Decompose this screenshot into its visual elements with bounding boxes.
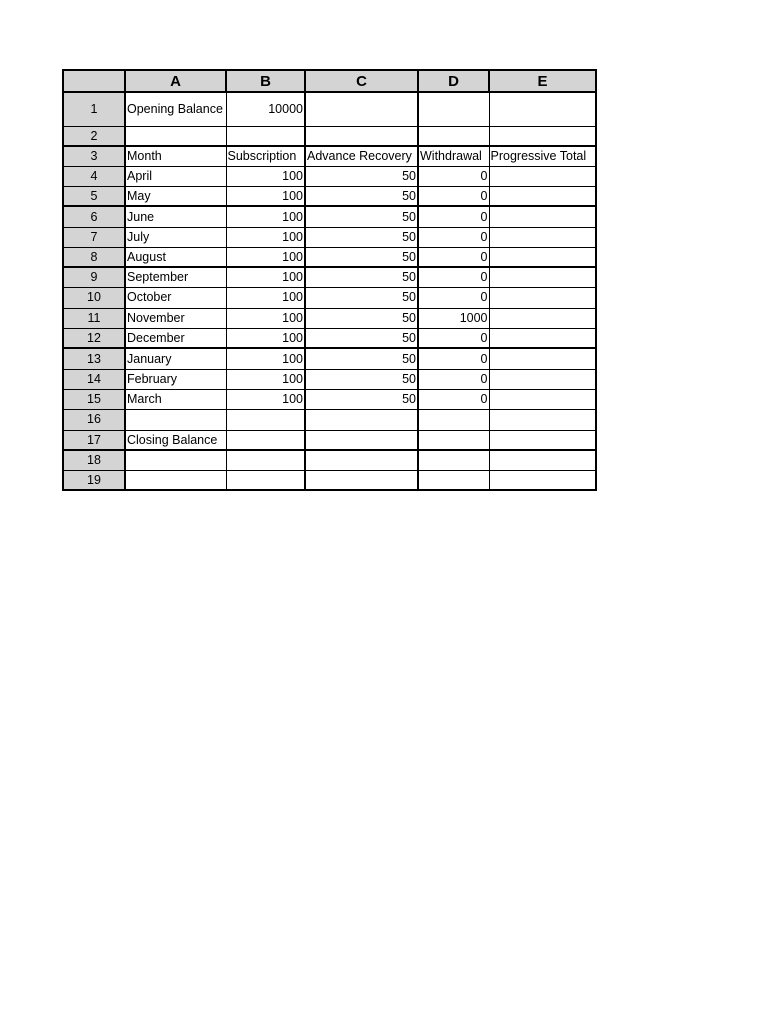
cell-b[interactable]: 100 — [226, 206, 305, 227]
cell-a[interactable]: October — [125, 287, 226, 308]
cell-c[interactable] — [305, 409, 418, 430]
table-row — [63, 409, 596, 430]
cell-c[interactable]: 50 — [305, 186, 418, 206]
cell-b[interactable]: 100 — [226, 267, 305, 287]
table-row — [63, 308, 596, 328]
cell-d[interactable]: Withdrawal — [418, 146, 489, 166]
cell-d[interactable] — [418, 92, 489, 126]
cell-a[interactable]: March — [125, 389, 226, 409]
row-header[interactable]: 11 — [63, 308, 125, 328]
cell-b[interactable] — [226, 126, 305, 146]
column-header-c[interactable]: C — [305, 70, 418, 92]
cell-b[interactable]: 100 — [226, 186, 305, 206]
cell-b[interactable]: 100 — [226, 328, 305, 348]
column-header-b[interactable]: B — [226, 70, 305, 92]
cell-c[interactable]: 50 — [305, 287, 418, 308]
cell-c[interactable]: 50 — [305, 267, 418, 287]
table-row — [63, 206, 596, 227]
cell-b[interactable] — [226, 470, 305, 490]
cell-e[interactable] — [489, 470, 596, 490]
cell-a[interactable] — [125, 470, 226, 490]
cell-c[interactable]: 50 — [305, 206, 418, 227]
cell-c[interactable] — [305, 430, 418, 450]
cell-e[interactable] — [489, 287, 596, 308]
cell-e[interactable] — [489, 450, 596, 470]
cell-b[interactable]: 100 — [226, 308, 305, 328]
row-header[interactable]: 14 — [63, 369, 125, 389]
row-header[interactable]: 6 — [63, 206, 125, 227]
cell-d[interactable] — [418, 430, 489, 450]
table-row — [63, 369, 596, 389]
cell-e[interactable] — [489, 328, 596, 348]
row-header[interactable]: 17 — [63, 430, 125, 450]
cell-e[interactable] — [489, 227, 596, 247]
cell-e[interactable] — [489, 267, 596, 287]
cell-e[interactable] — [489, 369, 596, 389]
cell-c[interactable]: Advance Recovery — [305, 146, 418, 166]
cell-d[interactable]: 0 — [418, 267, 489, 287]
cell-b[interactable]: 10000 — [226, 92, 305, 126]
cell-b[interactable] — [226, 430, 305, 450]
cell-a[interactable]: December — [125, 328, 226, 348]
cell-d[interactable]: 0 — [418, 389, 489, 409]
row-header[interactable]: 8 — [63, 247, 125, 267]
cell-e[interactable] — [489, 166, 596, 186]
cell-a[interactable]: April — [125, 166, 226, 186]
cell-c[interactable] — [305, 92, 418, 126]
cell-b[interactable] — [226, 409, 305, 430]
cell-d[interactable]: 0 — [418, 369, 489, 389]
cell-b[interactable]: 100 — [226, 227, 305, 247]
cell-a[interactable]: January — [125, 348, 226, 369]
cell-c[interactable]: 50 — [305, 369, 418, 389]
cell-d[interactable]: 0 — [418, 186, 489, 206]
column-header-row — [63, 70, 596, 92]
cell-a[interactable] — [125, 450, 226, 470]
cell-d[interactable]: 0 — [418, 206, 489, 227]
cell-e[interactable] — [489, 308, 596, 328]
cell-c[interactable]: 50 — [305, 348, 418, 369]
table-row — [63, 348, 596, 369]
table-row — [63, 430, 596, 450]
cell-d[interactable] — [418, 126, 489, 146]
cell-d[interactable]: 0 — [418, 328, 489, 348]
cell-a[interactable]: Month — [125, 146, 226, 166]
row-header[interactable]: 7 — [63, 227, 125, 247]
cell-b[interactable]: 100 — [226, 389, 305, 409]
cell-c[interactable]: 50 — [305, 389, 418, 409]
table-row — [63, 450, 596, 470]
cell-b[interactable]: 100 — [226, 247, 305, 267]
cell-d[interactable]: 0 — [418, 348, 489, 369]
cell-e[interactable] — [489, 430, 596, 450]
cell-c[interactable] — [305, 450, 418, 470]
table-row — [63, 470, 596, 490]
cell-b[interactable]: 100 — [226, 166, 305, 186]
cell-e[interactable] — [489, 206, 596, 227]
row-header[interactable]: 16 — [63, 409, 125, 430]
column-header-a[interactable]: A — [125, 70, 226, 92]
cell-a[interactable]: May — [125, 186, 226, 206]
table-row — [63, 126, 596, 146]
row-header[interactable]: 1 — [63, 92, 125, 126]
row-header[interactable]: 15 — [63, 389, 125, 409]
cell-d[interactable]: 0 — [418, 227, 489, 247]
row-header[interactable]: 2 — [63, 126, 125, 146]
cell-d[interactable]: 0 — [418, 247, 489, 267]
cell-d[interactable]: 1000 — [418, 308, 489, 328]
cell-c[interactable]: 50 — [305, 227, 418, 247]
cell-e[interactable] — [489, 389, 596, 409]
cell-c[interactable] — [305, 470, 418, 490]
cell-d[interactable] — [418, 409, 489, 430]
cell-e[interactable] — [489, 126, 596, 146]
cell-c[interactable]: 50 — [305, 247, 418, 267]
table-row — [63, 166, 596, 186]
table-row — [63, 227, 596, 247]
cell-d[interactable]: 0 — [418, 287, 489, 308]
spreadsheet-grid — [62, 69, 597, 491]
row-header[interactable]: 18 — [63, 450, 125, 470]
cell-d[interactable] — [418, 450, 489, 470]
cell-e[interactable] — [489, 92, 596, 126]
cell-a[interactable] — [125, 409, 226, 430]
row-header[interactable]: 19 — [63, 470, 125, 490]
cell-a[interactable]: July — [125, 227, 226, 247]
cell-a[interactable]: November — [125, 308, 226, 328]
cell-a[interactable]: Opening Balance — [125, 92, 226, 126]
cell-e[interactable]: Progressive Total — [489, 146, 596, 166]
cell-b[interactable]: 100 — [226, 287, 305, 308]
column-header-d[interactable]: D — [418, 70, 489, 92]
table-row — [63, 247, 596, 267]
cell-e[interactable] — [489, 348, 596, 369]
cell-b[interactable]: 100 — [226, 348, 305, 369]
cell-b[interactable] — [226, 450, 305, 470]
row-header[interactable]: 4 — [63, 166, 125, 186]
cell-a[interactable] — [125, 126, 226, 146]
cell-c[interactable] — [305, 126, 418, 146]
cell-e[interactable] — [489, 186, 596, 206]
cell-c[interactable]: 50 — [305, 308, 418, 328]
table-row — [63, 146, 596, 166]
row-header[interactable]: 9 — [63, 267, 125, 287]
cell-a[interactable]: June — [125, 206, 226, 227]
cell-b[interactable]: 100 — [226, 369, 305, 389]
table-row — [63, 186, 596, 206]
row-header[interactable]: 13 — [63, 348, 125, 369]
table-row — [63, 328, 596, 348]
cell-e[interactable] — [489, 409, 596, 430]
table-row — [63, 389, 596, 409]
column-header-e[interactable]: E — [489, 70, 596, 92]
cell-b[interactable]: Subscription — [226, 146, 305, 166]
cell-d[interactable] — [418, 470, 489, 490]
cell-c[interactable]: 50 — [305, 328, 418, 348]
cell-e[interactable] — [489, 247, 596, 267]
table-row — [63, 267, 596, 287]
row-header[interactable]: 5 — [63, 186, 125, 206]
cell-a[interactable]: August — [125, 247, 226, 267]
cell-c[interactable]: 50 — [305, 166, 418, 186]
cell-a[interactable]: September — [125, 267, 226, 287]
cell-a[interactable]: Closing Balance — [125, 430, 226, 450]
cell-a[interactable]: February — [125, 369, 226, 389]
row-header[interactable]: 12 — [63, 328, 125, 348]
table-row — [63, 287, 596, 308]
sheet-body — [63, 92, 596, 490]
select-all-corner[interactable] — [63, 70, 125, 92]
row-header[interactable]: 3 — [63, 146, 125, 166]
row-header[interactable]: 10 — [63, 287, 125, 308]
table-row — [63, 92, 596, 126]
cell-d[interactable]: 0 — [418, 166, 489, 186]
